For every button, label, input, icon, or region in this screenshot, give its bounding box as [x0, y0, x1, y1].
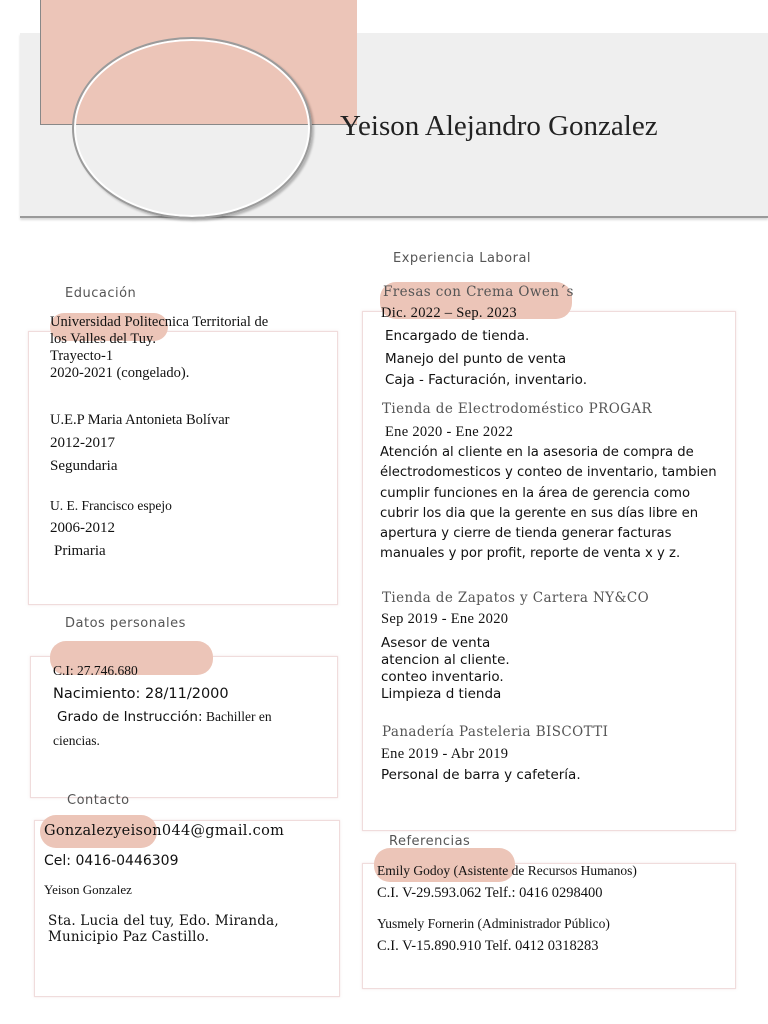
- references-title: Referencias: [389, 834, 471, 849]
- job-2-line-5: apertura y cierre de tienda generar facturas: [380, 526, 672, 542]
- education-grade-value: Bachiller en: [206, 709, 272, 724]
- school-2-level: Segundaria: [50, 458, 118, 474]
- job-1-line-2: Manejo del punto de venta: [385, 351, 567, 367]
- job-1-company: Fresas con Crema Owen´s: [383, 284, 574, 300]
- job-3-line-3: conteo inventario.: [381, 669, 504, 685]
- job-2-dates: Ene 2020 - Ene 2022: [385, 424, 514, 440]
- email: Gonzalezyeison044@gmail.com: [44, 823, 285, 839]
- university-line-2: los Valles del Tuy.: [50, 331, 156, 347]
- university-level: Trayecto-1: [50, 348, 114, 364]
- address-line-2: Municipio Paz Castillo.: [48, 929, 210, 945]
- job-3-line-1: Asesor de venta: [381, 635, 491, 651]
- reference-1-name: Emily Godoy (Asistente de Recursos Humanos): [377, 863, 637, 878]
- phone: Cel: 0416-0446309: [44, 853, 179, 869]
- id-number: C.I: 27.746.680: [53, 663, 138, 678]
- candidate-name: Yeison Alejandro Gonzalez: [340, 110, 658, 142]
- school-3-level: Primaria: [54, 543, 106, 559]
- profile-photo-frame: [72, 37, 312, 219]
- job-4-company: Panadería Pasteleria BISCOTTI: [382, 724, 609, 740]
- job-2-description: [380, 443, 740, 565]
- job-3-company: Tienda de Zapatos y Cartera NY&CO: [382, 590, 650, 606]
- university-line-1: Universidad Politecnica Territorial de: [50, 314, 269, 330]
- job-4-line-1: Personal de barra y cafetería.: [381, 767, 581, 783]
- job-3-dates: Sep 2019 - Ene 2020: [381, 611, 509, 627]
- school-3-years: 2006-2012: [50, 520, 115, 536]
- school-2-name: U.E.P Maria Antonieta Bolívar: [50, 412, 230, 428]
- reference-2-contact: C.I. V-15.890.910 Telf. 0412 0318283: [377, 938, 599, 954]
- job-3-line-2: atencion al cliente.: [381, 652, 510, 668]
- job-2-line-6: manuales y por profit, reporte de venta x y z.: [380, 546, 681, 562]
- birth-date: Nacimiento: 28/11/2000: [53, 686, 229, 702]
- job-2-line-1: Atención al cliente en la asesoria de compra de: [380, 445, 694, 460]
- school-3-name: U. E. Francisco espejo: [50, 498, 172, 513]
- job-2-company: Tienda de Electrodoméstico PROGAR: [382, 401, 653, 417]
- school-2-years: 2012-2017: [50, 435, 115, 451]
- job-4-dates: Ene 2019 - Abr 2019: [381, 746, 509, 762]
- reference-2-name: Yusmely Fornerin (Administrador Público): [377, 916, 610, 931]
- contact-title: Contacto: [67, 793, 130, 808]
- address-line-1: Sta. Lucia del tuy, Edo. Miranda,: [48, 913, 279, 929]
- job-2-line-4: cubrir los dia que la gerente en sus días libre en: [380, 505, 699, 521]
- education-grade-value-cont: ciencias.: [53, 733, 100, 748]
- job-1-dates: Dic. 2022 – Sep. 2023: [381, 305, 517, 321]
- education-grade: [57, 709, 272, 726]
- personal-data-title: Datos personales: [65, 616, 186, 631]
- job-1-line-1: Encargado de tienda.: [385, 328, 530, 344]
- job-2-line-2: électrodomesticos y conteo de inventario, tambien: [380, 465, 717, 481]
- reference-1-contact: C.I. V-29.593.062 Telf.: 0416 0298400: [377, 885, 603, 901]
- university-years: 2020-2021 (congelado).: [50, 365, 190, 381]
- job-1-line-3: Caja - Facturación, inventario.: [385, 372, 587, 388]
- experience-title: Experiencia Laboral: [393, 251, 532, 266]
- job-3-line-4: Limpieza d tienda: [381, 686, 502, 702]
- education-grade-label: Grado de Instrucción:: [57, 709, 203, 725]
- job-2-line-3: cumplir funciones en la área de gerencia como: [380, 485, 691, 501]
- contact-name: Yeison Gonzalez: [44, 882, 132, 897]
- education-title: Educación: [65, 286, 137, 301]
